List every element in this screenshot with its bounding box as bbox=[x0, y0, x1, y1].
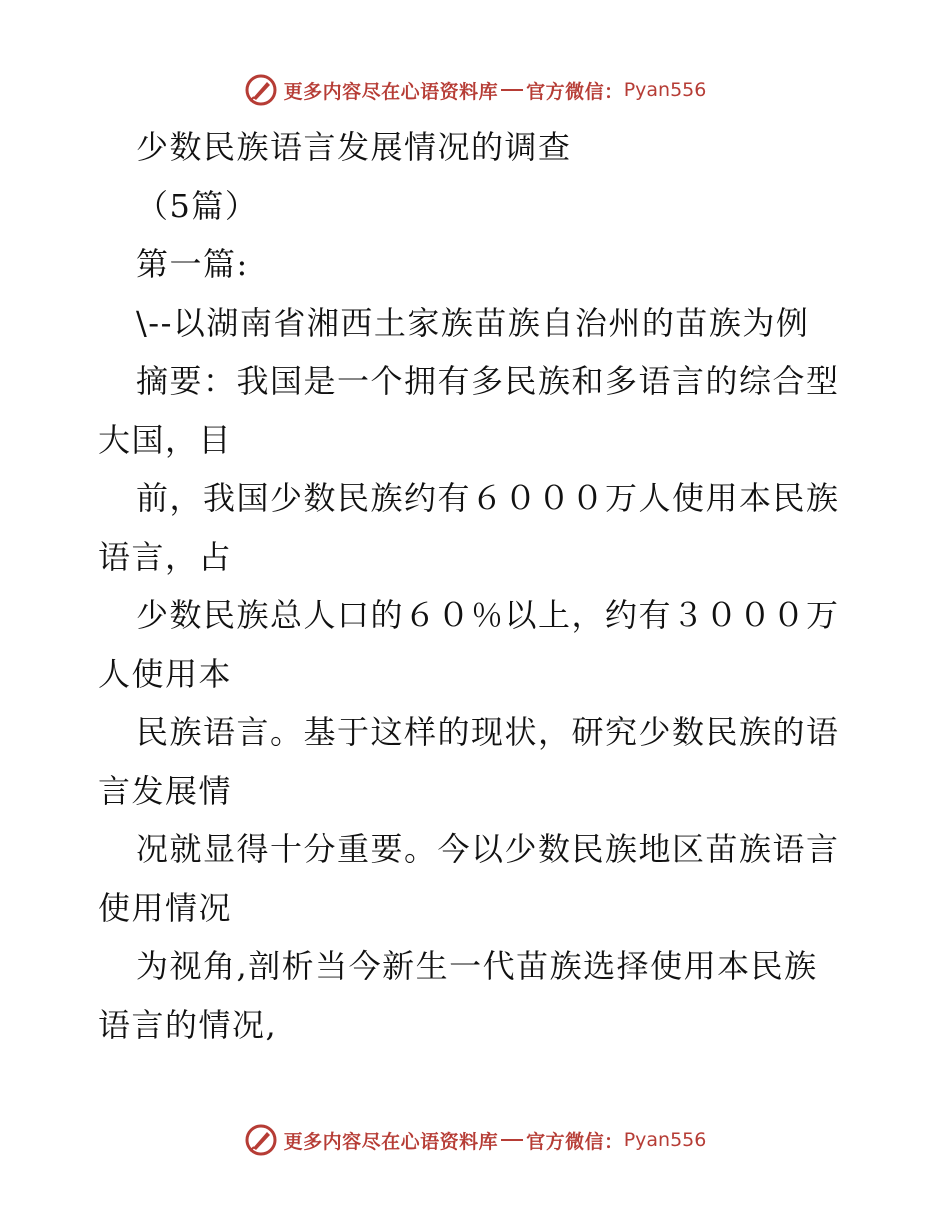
paragraph-line: 语言，占 bbox=[98, 537, 233, 576]
quill-pen-logo-icon bbox=[244, 1123, 278, 1157]
watermark-text: 更多内容尽在心语资料库 bbox=[283, 80, 499, 103]
paragraph-line: 况就显得十分重要。今以少数民族地区苗族语言 bbox=[136, 830, 840, 868]
paragraph-line: 人使用本 bbox=[98, 654, 233, 693]
watermark-text: 更多内容尽在心语资料库 bbox=[283, 1130, 499, 1153]
document-title: 少数民族语言发展情况的调查 bbox=[136, 128, 572, 166]
watermark-official-label: 官方微信： bbox=[526, 80, 624, 103]
section-heading: 第一篇: bbox=[136, 245, 249, 283]
watermark-dash bbox=[501, 1139, 523, 1141]
document-body bbox=[98, 118, 858, 1054]
paragraph-line: 前，我国少数民族约有６０００万人使用本民族 bbox=[136, 479, 840, 517]
section-subheading: \--以湖南省湘西土家族苗族自治州的苗族为例 bbox=[136, 303, 810, 342]
paragraph-line: 大国，目 bbox=[98, 420, 233, 459]
quill-pen-logo-icon bbox=[244, 73, 278, 107]
document-subtitle: （5篇） bbox=[136, 186, 259, 225]
paragraph-line: 为视角,剖析当今新生一代苗族选择使用本民族 bbox=[136, 947, 818, 985]
paragraph-line: 摘要：我国是一个拥有多民族和多语言的综合型 bbox=[136, 362, 840, 400]
paragraph-line: 使用情况 bbox=[98, 888, 233, 927]
watermark-official-label: 官方微信： bbox=[526, 1130, 624, 1153]
footer-watermark bbox=[0, 1120, 950, 1160]
watermark-handle: Pyan556 bbox=[623, 1129, 707, 1151]
watermark-handle: Pyan556 bbox=[623, 79, 707, 101]
paragraph-line: 言发展情 bbox=[98, 771, 233, 810]
paragraph-line: 民族语言。基于这样的现状，研究少数民族的语 bbox=[136, 713, 840, 751]
paragraph-line: 少数民族总人口的６０％以上，约有３０００万 bbox=[136, 596, 840, 634]
watermark-dash bbox=[501, 89, 523, 91]
paragraph-line: 语言的情况, bbox=[98, 1005, 278, 1044]
header-watermark bbox=[0, 70, 950, 110]
